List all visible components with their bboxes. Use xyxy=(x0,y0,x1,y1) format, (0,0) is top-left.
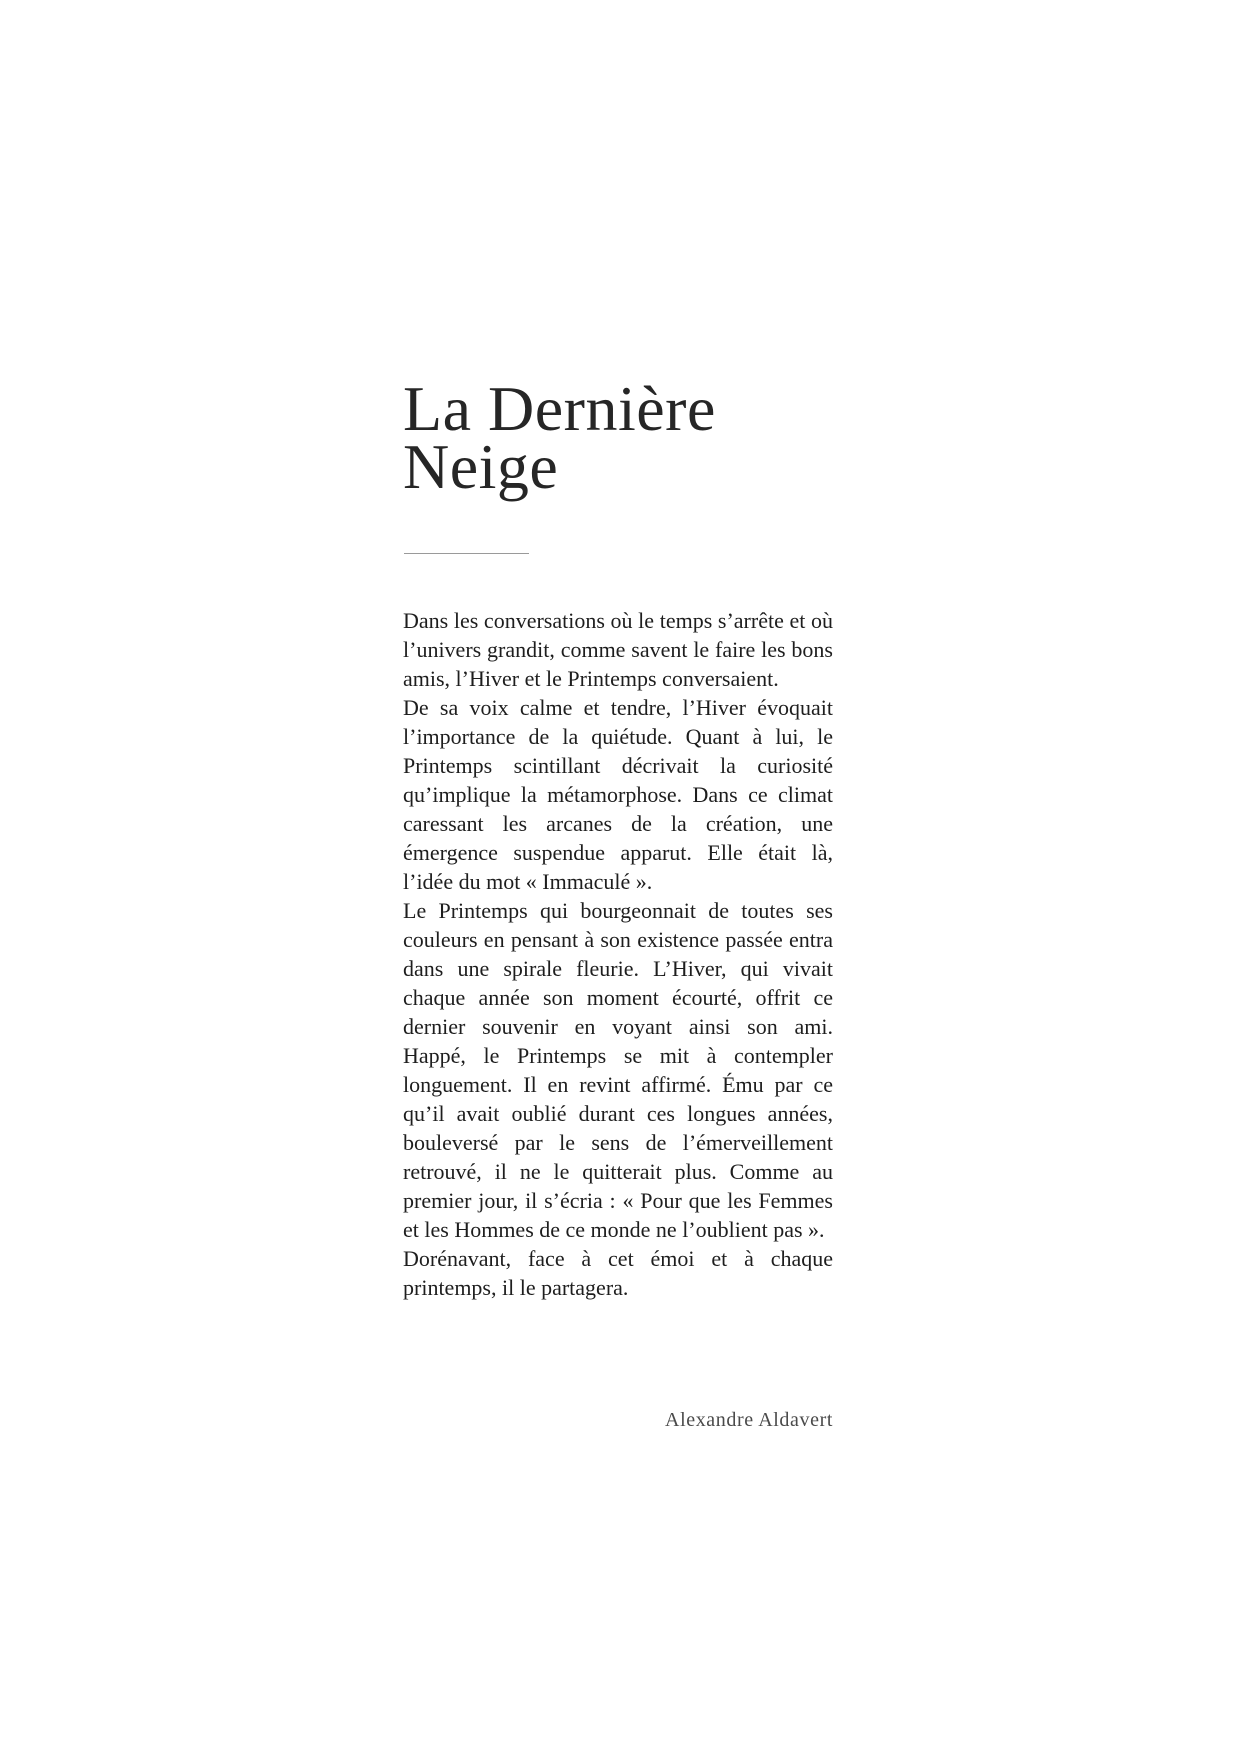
title-line-1: La Dernière xyxy=(403,373,716,444)
paragraph: Le Printemps qui bourgeonnait de toutes ses couleurs en pensant à son existence passée entra dans une spirale fleurie. L’Hiver, qui vivait chaque année son moment écourté, offrit ce dernier souvenir en voyant ainsi son ami. Happé, le Printemps se mit à contempler longuement. Il en revint affirmé. Ému par ce qu’il avait oublié durant ces longues années, bouleversé par le sens de l’émerveillement retrouvé, il ne le quitterait plus. Comme au premier jour, il s’écria : « Pour que les Femmes et les Hommes de ce monde ne l’oublient pas ». xyxy=(403,898,833,1242)
story-text xyxy=(403,606,833,1302)
paragraph: De sa voix calme et tendre, l’Hiver évoquait l’importance de la quiétude. Quant à lui, le Printemps scintillant décrivait la curiosité qu’implique la métamorphose. Dans ce climat caressant les arcanes de la création, une émergence suspendue apparut. Elle était là, l’idée du mot « Immaculé ». xyxy=(403,695,833,894)
paragraph: Dans les conversations où le temps s’arrête et où l’univers grandit, comme savent le faire les bons amis, l’Hiver et le Printemps conversaient. xyxy=(403,608,833,691)
title-divider xyxy=(404,553,529,554)
document-title xyxy=(403,373,716,502)
paragraph: Dorénavant, face à cet émoi et à chaque printemps, il le partagera. xyxy=(403,1246,833,1300)
title-line-2: Neige xyxy=(403,431,559,502)
author-signature: Alexandre Aldavert xyxy=(665,1409,833,1431)
